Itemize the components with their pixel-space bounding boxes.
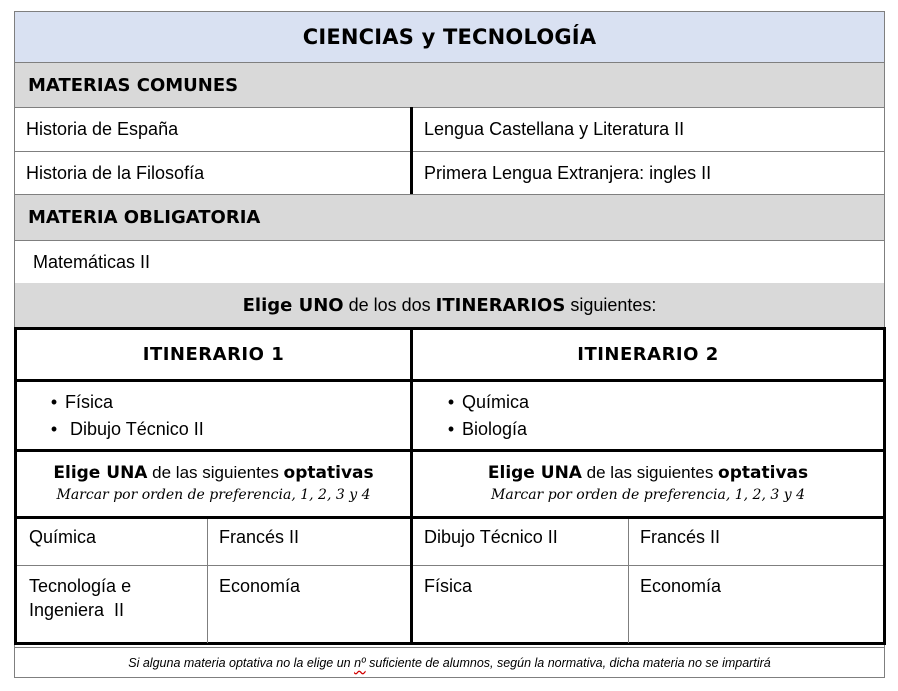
optativa-cell: Economía [219,576,301,596]
elige-itinerario [14,283,885,328]
bullet-icon: • [447,392,455,412]
opt-grid-line [17,565,410,566]
list-item: • Física [46,389,406,416]
elige-itinerarios: ITINERARIOS [435,295,566,316]
opt-grid-line [413,565,883,566]
itinerario-2-optativas-heading: Elige UNA de las siguientes optativas Marcar por orden de preferencia, 1, 2, 3 y 4 [413,463,883,503]
obligatoria-matematicas: Matemáticas II [14,240,885,284]
optativa-cell: Dibujo Técnico II [424,527,558,547]
bullet-icon: • [50,419,58,439]
optativa-cell: Economía [640,576,722,596]
list-item: • Biología [443,416,873,443]
preference-note: Marcar por orden de preferencia, 1, 2, 3 y 4 [491,487,805,503]
list-item: • Química [443,389,873,416]
comun-lengua-extranjera: Primera Lengua Extranjera: ingles II [412,151,885,195]
optativa-cell: Francés II [640,527,721,547]
itinerario-2-heading: ITINERARIO 2 [577,344,719,365]
spellcheck-mark: nº [354,655,366,670]
comun-historia-filosofia: Historia de la Filosofía [14,151,412,195]
opt-grid-line [207,519,208,643]
itin-row-line-2 [14,449,886,452]
itinerario-1-heading: ITINERARIO 1 [142,344,285,365]
itin-row-line-1 [14,379,886,382]
elige-text-2: siguientes: [565,295,657,315]
obligatoria-heading: MATERIA OBLIGATORIA [14,194,885,241]
comun-historia-espana: Historia de España [14,107,412,152]
list-item: • Dibujo Técnico II [46,416,406,443]
page-title: CIENCIAS y TECNOLOGÍA [14,11,885,63]
comunes-divider [410,107,413,195]
elige-uno: Elige UNO [242,295,344,316]
optativa-cell: Francés II [219,527,300,547]
footnote: Si alguna materia optativa no la elige un nº suficiente de alumnos, según la normativa, dicha materia no se impartirá [14,647,885,678]
comun-lengua-castellana: Lengua Castellana y Literatura II [412,107,885,152]
optativa-cell: Física [424,576,473,596]
optativa-cell: Química [29,527,97,547]
opt-grid-line [628,519,629,643]
elige-text-1: de los dos [343,295,436,315]
itinerario-1-materias [46,389,406,443]
itin-row-line-3 [14,516,886,519]
itinerario-1-optativas-heading: Elige UNA de las siguientes optativas Marcar por orden de preferencia, 1, 2, 3 y 4 [17,463,410,503]
optativa-cell: Tecnología e Ingeniera II [29,576,137,620]
bullet-icon: • [447,419,455,439]
preference-note: Marcar por orden de preferencia, 1, 2, 3 y 4 [56,487,371,503]
bullet-icon: • [50,392,58,412]
itinerario-2-materias [443,389,873,443]
comunes-heading: MATERIAS COMUNES [14,62,885,108]
